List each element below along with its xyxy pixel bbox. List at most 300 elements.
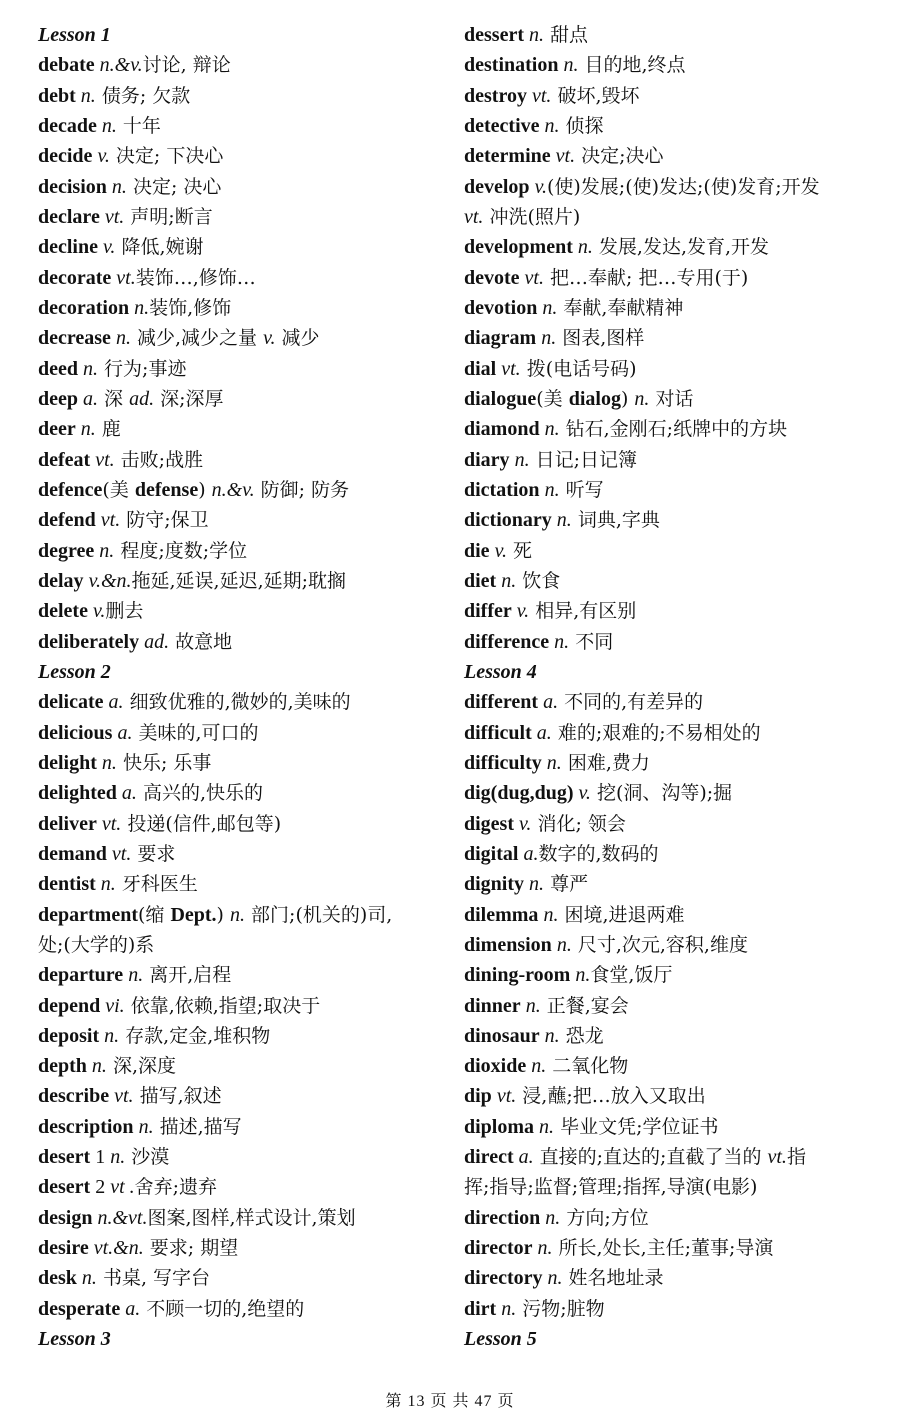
sense-number: 1: [90, 1146, 111, 1169]
headword: differ: [464, 600, 512, 623]
vocab-entry: [464, 566, 884, 596]
part-of-speech: n.: [96, 114, 117, 137]
vocab-entry: [464, 1051, 884, 1081]
definition: 不同的,有差异的: [558, 691, 704, 714]
part-of-speech: vt.: [519, 266, 544, 289]
lesson-heading: Lesson 4: [464, 660, 537, 683]
definition: 防御; 防务: [254, 478, 350, 501]
headword: dentist: [38, 873, 96, 896]
vocab-entry: [464, 930, 884, 960]
definition: 二氧化物: [546, 1055, 629, 1078]
headword: die: [464, 539, 490, 562]
lesson-heading: Lesson 2: [38, 660, 111, 683]
headword: decade: [38, 114, 97, 137]
vocab-entry: [464, 323, 884, 353]
part-of-speech: n.&v.: [211, 478, 255, 501]
part-of-speech: vt.: [491, 1085, 517, 1108]
vocab-entry: [464, 141, 884, 171]
vocab-entry: [464, 1294, 884, 1324]
part-of-speech: n.: [110, 327, 131, 350]
vocab-entry: [38, 991, 438, 1021]
vocab-entry: [464, 960, 884, 990]
definition: 甜点: [543, 24, 589, 46]
definition: 决定; 决心: [126, 175, 222, 198]
vocab-entry: [38, 960, 438, 990]
vocab-entry: [38, 596, 438, 626]
definition: 奉献,奉献精神: [557, 296, 684, 319]
vocab-entry: [38, 323, 438, 353]
vocab-entry: [38, 1172, 438, 1202]
headword: decide: [38, 145, 93, 168]
part-of-speech: n.: [133, 1115, 154, 1138]
vocab-entry: [38, 445, 438, 475]
definition: 拨(电话号码): [520, 357, 637, 380]
definition: 目的地,终点: [578, 54, 686, 77]
definition: 描写,叙述: [133, 1085, 222, 1108]
vocab-entry: [464, 1112, 884, 1142]
definition: 沙漠: [125, 1146, 170, 1169]
page-footer: 第 13 页 共 47 页: [385, 1393, 515, 1410]
vocab-entry: [38, 202, 438, 232]
vocab-entry: [464, 172, 884, 202]
part-of-speech: vt.: [109, 1085, 134, 1108]
definition: 不顾一切的,绝望的: [140, 1297, 305, 1320]
definition: 存款,定金,堆积物: [119, 1024, 271, 1047]
vocab-entry: [464, 1081, 884, 1111]
vocab-entry: [38, 232, 438, 262]
definition: 正餐,宴会: [540, 994, 629, 1017]
headword: dimension: [464, 933, 552, 956]
part-of-speech: ad.: [129, 387, 155, 410]
vocab-entry: [38, 293, 438, 323]
definition: 发展,发达,发育,开发: [592, 236, 770, 259]
definition: 挖(洞、沟等);掘: [590, 782, 733, 805]
vocab-entry: [464, 718, 884, 748]
part-of-speech: vt.: [526, 84, 552, 107]
part-of-speech: n.: [537, 296, 558, 319]
headword: dessert: [464, 24, 524, 46]
definition: 消化; 领会: [531, 812, 626, 835]
vocab-entry: [38, 1112, 438, 1142]
definition: 删去: [105, 600, 144, 623]
headword: dirt: [464, 1297, 497, 1320]
vocab-entry: [464, 445, 884, 475]
definition: 尊严: [544, 873, 589, 896]
definition: 舍弃;遗弃: [134, 1176, 218, 1199]
definition: 困难,费力: [561, 751, 650, 774]
part-of-speech: vt.: [96, 812, 122, 835]
vocab-entry: [38, 50, 438, 80]
definition: 恐龙: [559, 1024, 604, 1047]
vocab-entry: [464, 900, 884, 930]
part-of-speech: a.: [513, 1146, 534, 1169]
vocab-entry: [464, 81, 884, 111]
vocab-entry: [464, 354, 884, 384]
part-of-speech: n.: [520, 994, 541, 1017]
part-of-speech: a.: [116, 782, 137, 805]
entry-continuation: [38, 930, 438, 960]
vocab-entry: [38, 1203, 438, 1233]
vocab-entry: [464, 839, 884, 869]
headword: dig(dug,dug): [464, 782, 574, 805]
headword: dictation: [464, 478, 540, 501]
vocab-entry: [464, 1233, 884, 1263]
headword: defeat: [38, 448, 91, 471]
lesson-heading: Lesson 5: [464, 1328, 537, 1351]
headword: digest: [464, 812, 514, 835]
part-of-speech: vt.&n.: [88, 1237, 144, 1260]
headword: declare: [38, 205, 100, 228]
vocab-entry: [38, 505, 438, 535]
vocab-entry: [464, 232, 884, 262]
vocab-entry: [464, 111, 884, 141]
part-of-speech: vt.: [464, 205, 484, 228]
part-of-speech: v.: [98, 236, 116, 259]
definition: 深,深度: [106, 1055, 176, 1078]
definition: 数字的,数码的: [538, 842, 659, 865]
definition: 直接的;直达的;直截了当的: [533, 1146, 768, 1169]
headword: desert: [38, 1176, 91, 1199]
part-of-speech: a.: [78, 387, 98, 410]
headword: development: [464, 236, 573, 259]
part-of-speech: n.: [539, 418, 560, 441]
part-of-speech: n.: [230, 903, 245, 926]
vocab-entry: [38, 748, 438, 778]
part-of-speech: n.: [570, 964, 591, 987]
vocab-entry: [464, 687, 884, 717]
definition: 图表,图样: [556, 327, 645, 350]
definition: 尺寸,次元,容积,维度: [571, 933, 748, 956]
part-of-speech: n.: [95, 873, 116, 896]
definition: 深;深厚: [154, 387, 224, 410]
definition: 深: [98, 387, 130, 410]
headword: demand: [38, 842, 107, 865]
vocab-entry: [38, 1294, 438, 1324]
headword: determine: [464, 145, 551, 168]
vocab-entry: [38, 354, 438, 384]
headword: dioxide: [464, 1055, 527, 1078]
headword: decoration: [38, 296, 130, 319]
variant-note: ): [620, 387, 635, 410]
headword: decrease: [38, 327, 111, 350]
headword: debt: [38, 84, 76, 107]
vocab-entry: [38, 839, 438, 869]
part-of-speech: n.: [86, 1055, 107, 1078]
vocab-entry: [38, 536, 438, 566]
vocab-entry: [38, 384, 438, 414]
headword: deep: [38, 387, 78, 410]
part-of-speech: n.: [634, 387, 650, 410]
vocab-entry: [38, 566, 438, 596]
part-of-speech: vt.: [90, 448, 115, 471]
headword: deed: [38, 357, 78, 380]
part-of-speech: n.: [94, 539, 115, 562]
headword: department: [38, 903, 138, 926]
headword: desire: [38, 1237, 89, 1260]
part-of-speech: vt.: [767, 1146, 787, 1169]
headword: desert: [38, 1146, 91, 1169]
part-of-speech: n.: [542, 1267, 563, 1290]
definition: 侦探: [559, 114, 604, 137]
part-of-speech: n.: [539, 1024, 560, 1047]
headword: depth: [38, 1055, 87, 1078]
headword: director: [464, 1237, 533, 1260]
part-of-speech: n.: [496, 1297, 517, 1320]
definition: 决定;决心: [575, 145, 664, 168]
definition: 处;(大学的)系: [38, 933, 155, 956]
part-of-speech: vi.: [100, 994, 125, 1017]
part-of-speech: v.&n.: [83, 569, 132, 592]
part-of-speech: v.: [529, 175, 547, 198]
part-of-speech: n.: [538, 903, 559, 926]
part-of-speech: n.: [99, 1024, 120, 1047]
definition: (使)发展;(使)发达;(使)发育;开发: [546, 175, 820, 198]
definition: 毕业文凭;学位证书: [554, 1115, 719, 1138]
headword: decline: [38, 236, 98, 259]
definition: 十年: [116, 114, 161, 137]
definition: 挥;指导;监督;管理;指挥,导演(电影): [464, 1176, 758, 1199]
definition: 装饰,修饰: [149, 296, 232, 319]
headword: defence: [38, 478, 103, 501]
vocab-entry: [38, 414, 438, 444]
lesson-heading: Lesson 3: [38, 1328, 111, 1351]
vocab-entry: [464, 596, 884, 626]
definition: 美味的,可口的: [132, 721, 259, 744]
headword: deer: [38, 418, 76, 441]
vocab-entry: [38, 1081, 438, 1111]
part-of-speech: a.: [531, 721, 552, 744]
vocab-entry: [464, 50, 884, 80]
lesson-heading: Lesson 1: [38, 24, 111, 46]
definition: 投递(信件,邮包等): [121, 812, 282, 835]
vocab-entry: [38, 1263, 438, 1293]
definition: 浸,蘸;把…放入又取出: [516, 1085, 706, 1108]
vocab-entry: [38, 1021, 438, 1051]
headword-variant: Dept.: [170, 903, 217, 926]
part-of-speech: v.: [87, 600, 106, 623]
headword: dignity: [464, 873, 525, 896]
definition: 指: [786, 1146, 806, 1169]
vocab-entry: [38, 141, 438, 171]
definition: 对话: [649, 387, 694, 410]
part-of-speech: vt.: [550, 145, 576, 168]
definition: 讨论, 辩论: [142, 54, 231, 77]
headword: devotion: [464, 296, 538, 319]
part-of-speech: vt.: [106, 842, 132, 865]
headword: desperate: [38, 1297, 121, 1320]
definition: 声明;断言: [124, 205, 213, 228]
vocab-entry: [464, 1142, 884, 1172]
definition: 减少: [275, 327, 320, 350]
part-of-speech: v.: [514, 812, 532, 835]
headword: desk: [38, 1267, 77, 1290]
headword: difficult: [464, 721, 532, 744]
vocab-entry: [464, 293, 884, 323]
part-of-speech: v.: [489, 539, 507, 562]
part-of-speech: n.: [572, 236, 593, 259]
headword: dinner: [464, 994, 521, 1017]
part-of-speech: v.: [511, 600, 530, 623]
vocab-entry: [38, 1142, 438, 1172]
vocab-entry: [464, 1263, 884, 1293]
headword: dilemma: [464, 903, 539, 926]
headword: depend: [38, 994, 101, 1017]
definition: 快乐; 乐事: [116, 751, 212, 774]
variant-note: ): [216, 903, 230, 926]
definition: 死: [506, 539, 533, 562]
part-of-speech: n.: [75, 418, 96, 441]
vocab-entry: [38, 687, 438, 717]
vocab-entry: [38, 627, 438, 657]
part-of-speech: n.: [123, 964, 144, 987]
vocab-entry: [38, 778, 438, 808]
sense-number: 2: [90, 1176, 111, 1199]
part-of-speech: a.: [120, 1297, 141, 1320]
headword: different: [464, 691, 539, 714]
definition: 钻石,金刚石;纸牌中的方块: [559, 418, 788, 441]
vocab-entry: [464, 505, 884, 535]
definition: 破坏,毁坏: [551, 84, 640, 107]
headword: deposit: [38, 1024, 100, 1047]
vocab-entry: [464, 627, 884, 657]
headword: direct: [464, 1146, 514, 1169]
definition: 细致优雅的,微妙的,美味的: [123, 691, 351, 714]
vocab-entry: [464, 202, 884, 232]
headword: delighted: [38, 782, 117, 805]
definition: 污物;脏物: [516, 1297, 605, 1320]
definition: 决定; 下决心: [109, 145, 224, 168]
left-column: [38, 20, 438, 1354]
part-of-speech: vt.: [99, 205, 125, 228]
headword: dip: [464, 1085, 492, 1108]
vocab-entry: [464, 1021, 884, 1051]
headword: delete: [38, 600, 88, 623]
part-of-speech: n.: [524, 873, 545, 896]
part-of-speech: ad.: [139, 630, 170, 653]
vocab-entry: [38, 809, 438, 839]
definition: 离开,启程: [143, 964, 232, 987]
definition: 日记;日记簿: [529, 448, 638, 471]
part-of-speech: n.: [541, 751, 562, 774]
part-of-speech: n.: [75, 84, 96, 107]
headword: diary: [464, 448, 510, 471]
variant-note: (美: [102, 478, 135, 501]
part-of-speech: n.: [76, 1267, 97, 1290]
variant-note: (缩: [137, 903, 171, 926]
part-of-speech: n.: [509, 448, 530, 471]
headword: describe: [38, 1085, 110, 1108]
definition: 姓名地址录: [562, 1267, 664, 1290]
headword: destroy: [464, 84, 527, 107]
vocab-entry: [464, 991, 884, 1021]
definition: 行为;事迹: [98, 357, 187, 380]
part-of-speech: vt.: [496, 357, 521, 380]
headword: deliberately: [38, 630, 140, 653]
vocab-entry: [464, 809, 884, 839]
vocab-entry: [38, 1233, 438, 1263]
vocab-entry: [464, 384, 884, 414]
part-of-speech: n.: [526, 1055, 547, 1078]
definition: 降低,婉谢: [115, 236, 204, 259]
headword: design: [38, 1206, 93, 1229]
headword-variant: dialog: [568, 387, 621, 410]
part-of-speech: n.&v.: [94, 54, 143, 77]
part-of-speech: vt .: [110, 1176, 135, 1199]
part-of-speech: n.: [110, 1146, 126, 1169]
vocab-entry: [38, 263, 438, 293]
headword: develop: [464, 175, 530, 198]
headword: delight: [38, 751, 97, 774]
definition: 把…奉献; 把…专用(于): [543, 266, 749, 289]
headword: diet: [464, 569, 497, 592]
definition: 防守;保卫: [120, 509, 209, 532]
headword: difficulty: [464, 751, 542, 774]
part-of-speech: vt.: [111, 266, 136, 289]
headword: detective: [464, 114, 540, 137]
vocab-entry: [38, 1051, 438, 1081]
part-of-speech: n.: [551, 933, 572, 956]
headword: decorate: [38, 266, 112, 289]
headword: degree: [38, 539, 95, 562]
definition: 依靠,依赖,指望;取决于: [124, 994, 321, 1017]
headword: description: [38, 1115, 134, 1138]
headword: digital: [464, 842, 519, 865]
definition: 拖延,延误,延迟,延期;耽搁: [131, 569, 347, 592]
headword: diamond: [464, 418, 540, 441]
headword: decision: [38, 175, 107, 198]
definition: 难的;艰难的;不易相处的: [551, 721, 761, 744]
right-column: [464, 20, 884, 1354]
vocab-entry: [464, 778, 884, 808]
part-of-speech: n.: [496, 569, 517, 592]
part-of-speech: a.: [538, 691, 559, 714]
headword: destination: [464, 54, 559, 77]
definition: 不同: [569, 630, 614, 653]
vocab-entry: [38, 111, 438, 141]
definition: 食堂,饭厅: [590, 964, 673, 987]
vocab-entry: [38, 718, 438, 748]
part-of-speech: v.: [263, 327, 276, 350]
definition: 高兴的,快乐的: [136, 782, 263, 805]
vocab-entry: [464, 263, 884, 293]
part-of-speech: n.: [106, 175, 127, 198]
definition: 牙科医生: [115, 873, 198, 896]
definition: 鹿: [95, 418, 121, 441]
part-of-speech: n.: [536, 327, 557, 350]
part-of-speech: a.: [518, 842, 539, 865]
definition: 图案,图样,样式设计,策划: [147, 1206, 356, 1229]
headword: dial: [464, 357, 497, 380]
headword: delicious: [38, 721, 113, 744]
headword: diploma: [464, 1115, 535, 1138]
vocab-entry: [464, 536, 884, 566]
definition: 冲洗(照片): [483, 205, 581, 228]
headword: dining-room: [464, 964, 571, 987]
vocab-entry: [38, 475, 438, 505]
part-of-speech: n.: [539, 478, 560, 501]
part-of-speech: n.: [558, 54, 579, 77]
headword: difference: [464, 630, 550, 653]
headword: dictionary: [464, 509, 552, 532]
vocab-entry: [464, 1203, 884, 1233]
part-of-speech: n.: [539, 114, 560, 137]
part-of-speech: n.: [540, 1206, 561, 1229]
headword: departure: [38, 964, 124, 987]
definition: 描述,描写: [153, 1115, 242, 1138]
definition: 部门;(机关的)司,: [245, 903, 393, 926]
definition: 减少,减少之量: [130, 327, 264, 350]
definition: 装饰…,修饰…: [135, 266, 256, 289]
